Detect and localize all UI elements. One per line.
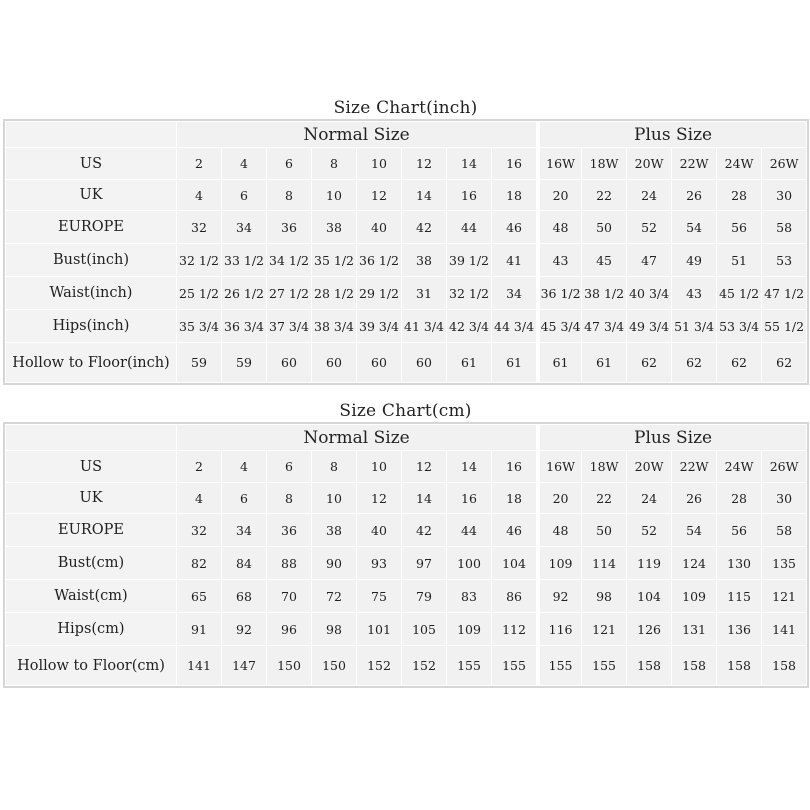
table-cell: 53 3/4 — [717, 310, 761, 342]
table-cell: 116 — [537, 613, 581, 645]
table-cell: 16 — [492, 451, 536, 482]
size-chart-cm — [3, 400, 808, 688]
table-cell: 24W — [717, 451, 761, 482]
table-cell: 90 — [312, 547, 356, 579]
table-cell: 12 — [357, 483, 401, 513]
table-cell: 16 — [492, 148, 536, 179]
table-cell: 152 — [357, 646, 401, 685]
table-cell: 158 — [672, 646, 716, 685]
table-cell: 30 — [762, 483, 806, 513]
corner-cell — [6, 122, 176, 147]
table-row — [6, 514, 806, 546]
table-cell: 60 — [402, 343, 446, 382]
normal-size-header: Normal Size — [177, 425, 536, 450]
table-cell: 96 — [267, 613, 311, 645]
table-cell: 32 — [177, 211, 221, 243]
table-cell: 155 — [537, 646, 581, 685]
table-cell: 119 — [627, 547, 671, 579]
table-cell: 28 — [717, 180, 761, 210]
corner-cell — [6, 425, 176, 450]
table-cell: 4 — [177, 180, 221, 210]
table-cell: 8 — [267, 180, 311, 210]
size-table-cm — [3, 422, 809, 688]
table-row — [6, 310, 806, 342]
table-cell: 18 — [492, 483, 536, 513]
table-cell: 62 — [762, 343, 806, 382]
table-cell: 158 — [762, 646, 806, 685]
table-cell: 22W — [672, 148, 716, 179]
table-cell: 38 1/2 — [582, 277, 626, 309]
row-label: Bust(cm) — [6, 547, 176, 579]
table-cell: 141 — [177, 646, 221, 685]
table-cell: 109 — [447, 613, 491, 645]
table-row — [6, 211, 806, 243]
table-cell: 14 — [447, 451, 491, 482]
table-cell: 24 — [627, 483, 671, 513]
row-label: UK — [6, 180, 176, 210]
table-cell: 27 1/2 — [267, 277, 311, 309]
table-cell: 8 — [312, 451, 356, 482]
table-row — [6, 343, 806, 382]
table-cell: 48 — [537, 211, 581, 243]
table-cell: 62 — [717, 343, 761, 382]
table-cell: 32 1/2 — [447, 277, 491, 309]
table-cell: 16W — [537, 148, 581, 179]
table-cell: 6 — [267, 148, 311, 179]
size-chart-inch — [3, 97, 808, 385]
table-cell: 37 3/4 — [267, 310, 311, 342]
table-cell: 49 — [672, 244, 716, 276]
table-cell: 31 — [402, 277, 446, 309]
table-cell: 52 — [627, 211, 671, 243]
table-cell: 150 — [312, 646, 356, 685]
row-label: Bust(inch) — [6, 244, 176, 276]
table-cell: 155 — [582, 646, 626, 685]
table-cell: 18W — [582, 148, 626, 179]
row-label: US — [6, 451, 176, 482]
row-label: EUROPE — [6, 514, 176, 546]
table-cell: 4 — [222, 148, 266, 179]
table-cell: 45 — [582, 244, 626, 276]
table-cell: 121 — [762, 580, 806, 612]
table-cell: 114 — [582, 547, 626, 579]
table-cell: 88 — [267, 547, 311, 579]
table-cell: 14 — [402, 483, 446, 513]
table-cell: 34 — [222, 514, 266, 546]
table-cell: 16 — [447, 180, 491, 210]
table-cell: 62 — [627, 343, 671, 382]
table-cell: 59 — [222, 343, 266, 382]
row-label: Hollow to Floor(cm) — [6, 646, 176, 685]
table-cell: 98 — [312, 613, 356, 645]
table-cell: 93 — [357, 547, 401, 579]
table-cell: 12 — [402, 451, 446, 482]
table-cell: 39 3/4 — [357, 310, 401, 342]
row-label: EUROPE — [6, 211, 176, 243]
table-cell: 6 — [267, 451, 311, 482]
table-cell: 42 — [402, 514, 446, 546]
table-cell: 70 — [267, 580, 311, 612]
table-cell: 41 — [492, 244, 536, 276]
table-cell: 158 — [717, 646, 761, 685]
group-header-row — [6, 122, 806, 147]
table-cell: 54 — [672, 211, 716, 243]
table-cell: 40 — [357, 514, 401, 546]
table-cell: 8 — [267, 483, 311, 513]
table-cell: 10 — [312, 180, 356, 210]
table-row — [6, 148, 806, 179]
table-cell: 22W — [672, 451, 716, 482]
table-row — [6, 580, 806, 612]
table-cell: 4 — [177, 483, 221, 513]
table-cell: 141 — [762, 613, 806, 645]
table-cell: 38 — [312, 211, 356, 243]
table-cell: 36 — [267, 514, 311, 546]
table-cell: 75 — [357, 580, 401, 612]
table-cell: 32 1/2 — [177, 244, 221, 276]
table-cell: 32 — [177, 514, 221, 546]
table-cell: 20 — [537, 483, 581, 513]
table-cell: 6 — [222, 483, 266, 513]
table-cell: 155 — [492, 646, 536, 685]
table-cell: 46 — [492, 514, 536, 546]
table-cell: 61 — [582, 343, 626, 382]
table-cell: 39 1/2 — [447, 244, 491, 276]
row-label: Waist(inch) — [6, 277, 176, 309]
table-cell: 112 — [492, 613, 536, 645]
table-cell: 38 — [402, 244, 446, 276]
table-cell: 44 — [447, 514, 491, 546]
table-cell: 26 — [672, 483, 716, 513]
table-cell: 45 3/4 — [537, 310, 581, 342]
table-cell: 91 — [177, 613, 221, 645]
table-row — [6, 646, 806, 685]
row-label: Hollow to Floor(inch) — [6, 343, 176, 382]
size-table-inch — [3, 119, 809, 385]
table-cell: 14 — [447, 148, 491, 179]
table-cell: 82 — [177, 547, 221, 579]
table-cell: 61 — [492, 343, 536, 382]
table-cell: 158 — [627, 646, 671, 685]
table-cell: 34 — [222, 211, 266, 243]
table-cell: 8 — [312, 148, 356, 179]
table-cell: 22 — [582, 180, 626, 210]
table-cell: 6 — [222, 180, 266, 210]
table-cell: 51 3/4 — [672, 310, 716, 342]
table-cell: 84 — [222, 547, 266, 579]
table-cell: 130 — [717, 547, 761, 579]
table-cell: 56 — [717, 514, 761, 546]
table-cell: 46 — [492, 211, 536, 243]
table-cell: 61 — [447, 343, 491, 382]
table-cell: 36 — [267, 211, 311, 243]
table-cell: 47 3/4 — [582, 310, 626, 342]
table-cell: 92 — [222, 613, 266, 645]
plus-size-header: Plus Size — [537, 122, 806, 147]
group-header-row — [6, 425, 806, 450]
table-cell: 41 3/4 — [402, 310, 446, 342]
table-cell: 38 — [312, 514, 356, 546]
table-cell: 34 1/2 — [267, 244, 311, 276]
table-cell: 18W — [582, 451, 626, 482]
table-cell: 10 — [357, 148, 401, 179]
table-cell: 109 — [672, 580, 716, 612]
row-label: UK — [6, 483, 176, 513]
table-cell: 36 1/2 — [357, 244, 401, 276]
table-cell: 121 — [582, 613, 626, 645]
table-cell: 35 1/2 — [312, 244, 356, 276]
table-cell: 72 — [312, 580, 356, 612]
table-cell: 20 — [537, 180, 581, 210]
table-cell: 44 3/4 — [492, 310, 536, 342]
table-cell: 60 — [357, 343, 401, 382]
table-row — [6, 277, 806, 309]
table-cell: 26W — [762, 451, 806, 482]
table-cell: 22 — [582, 483, 626, 513]
table-cell: 101 — [357, 613, 401, 645]
row-label: Hips(inch) — [6, 310, 176, 342]
table-cell: 33 1/2 — [222, 244, 266, 276]
table-cell: 105 — [402, 613, 446, 645]
table-cell: 109 — [537, 547, 581, 579]
row-label: Hips(cm) — [6, 613, 176, 645]
table-cell: 30 — [762, 180, 806, 210]
table-cell: 42 3/4 — [447, 310, 491, 342]
table-cell: 131 — [672, 613, 716, 645]
table-cell: 45 1/2 — [717, 277, 761, 309]
table-cell: 61 — [537, 343, 581, 382]
table-cell: 47 1/2 — [762, 277, 806, 309]
table-cell: 98 — [582, 580, 626, 612]
table-cell: 55 1/2 — [762, 310, 806, 342]
table-row — [6, 613, 806, 645]
table-cell: 47 — [627, 244, 671, 276]
table-cell: 2 — [177, 148, 221, 179]
row-label: US — [6, 148, 176, 179]
table-cell: 18 — [492, 180, 536, 210]
table-cell: 58 — [762, 211, 806, 243]
table-cell: 10 — [312, 483, 356, 513]
table-cell: 24 — [627, 180, 671, 210]
table-cell: 48 — [537, 514, 581, 546]
table-cell: 42 — [402, 211, 446, 243]
table-cell: 115 — [717, 580, 761, 612]
table-cell: 135 — [762, 547, 806, 579]
table-cell: 25 1/2 — [177, 277, 221, 309]
table-cell: 52 — [627, 514, 671, 546]
table-cell: 4 — [222, 451, 266, 482]
table-cell: 58 — [762, 514, 806, 546]
table-cell: 28 — [717, 483, 761, 513]
table-cell: 14 — [402, 180, 446, 210]
table-cell: 36 1/2 — [537, 277, 581, 309]
table-cell: 100 — [447, 547, 491, 579]
table-cell: 44 — [447, 211, 491, 243]
table-cell: 20W — [627, 148, 671, 179]
table-cell: 68 — [222, 580, 266, 612]
table-cell: 40 3/4 — [627, 277, 671, 309]
table-cell: 34 — [492, 277, 536, 309]
table-cell: 20W — [627, 451, 671, 482]
table-cell: 50 — [582, 514, 626, 546]
table-cell: 104 — [492, 547, 536, 579]
table-cell: 83 — [447, 580, 491, 612]
table-row — [6, 244, 806, 276]
table-cell: 126 — [627, 613, 671, 645]
table-row — [6, 451, 806, 482]
table-cell: 92 — [537, 580, 581, 612]
table-cell: 24W — [717, 148, 761, 179]
table-cell: 54 — [672, 514, 716, 546]
table-cell: 36 3/4 — [222, 310, 266, 342]
table-cell: 155 — [447, 646, 491, 685]
table-cell: 147 — [222, 646, 266, 685]
table-row — [6, 483, 806, 513]
table-cell: 56 — [717, 211, 761, 243]
table-cell: 97 — [402, 547, 446, 579]
table-cell: 136 — [717, 613, 761, 645]
table-cell: 43 — [672, 277, 716, 309]
table-cell: 60 — [312, 343, 356, 382]
table-cell: 10 — [357, 451, 401, 482]
table-cell: 60 — [267, 343, 311, 382]
chart-title: Size Chart(cm) — [339, 401, 472, 421]
chart-title: Size Chart(inch) — [333, 98, 478, 118]
table-row — [6, 180, 806, 210]
row-label: Waist(cm) — [6, 580, 176, 612]
table-cell: 86 — [492, 580, 536, 612]
table-cell: 16 — [447, 483, 491, 513]
table-cell: 62 — [672, 343, 716, 382]
table-cell: 35 3/4 — [177, 310, 221, 342]
plus-size-header: Plus Size — [537, 425, 806, 450]
table-cell: 40 — [357, 211, 401, 243]
table-cell: 16W — [537, 451, 581, 482]
table-cell: 28 1/2 — [312, 277, 356, 309]
table-cell: 124 — [672, 547, 716, 579]
table-cell: 43 — [537, 244, 581, 276]
table-cell: 12 — [402, 148, 446, 179]
table-cell: 26 — [672, 180, 716, 210]
table-cell: 26 1/2 — [222, 277, 266, 309]
table-cell: 104 — [627, 580, 671, 612]
table-cell: 49 3/4 — [627, 310, 671, 342]
table-cell: 38 3/4 — [312, 310, 356, 342]
table-cell: 65 — [177, 580, 221, 612]
table-cell: 51 — [717, 244, 761, 276]
table-cell: 152 — [402, 646, 446, 685]
table-cell: 150 — [267, 646, 311, 685]
table-cell: 26W — [762, 148, 806, 179]
table-cell: 50 — [582, 211, 626, 243]
table-cell: 53 — [762, 244, 806, 276]
table-row — [6, 547, 806, 579]
table-cell: 12 — [357, 180, 401, 210]
table-cell: 59 — [177, 343, 221, 382]
table-cell: 79 — [402, 580, 446, 612]
table-cell: 2 — [177, 451, 221, 482]
normal-size-header: Normal Size — [177, 122, 536, 147]
table-cell: 29 1/2 — [357, 277, 401, 309]
